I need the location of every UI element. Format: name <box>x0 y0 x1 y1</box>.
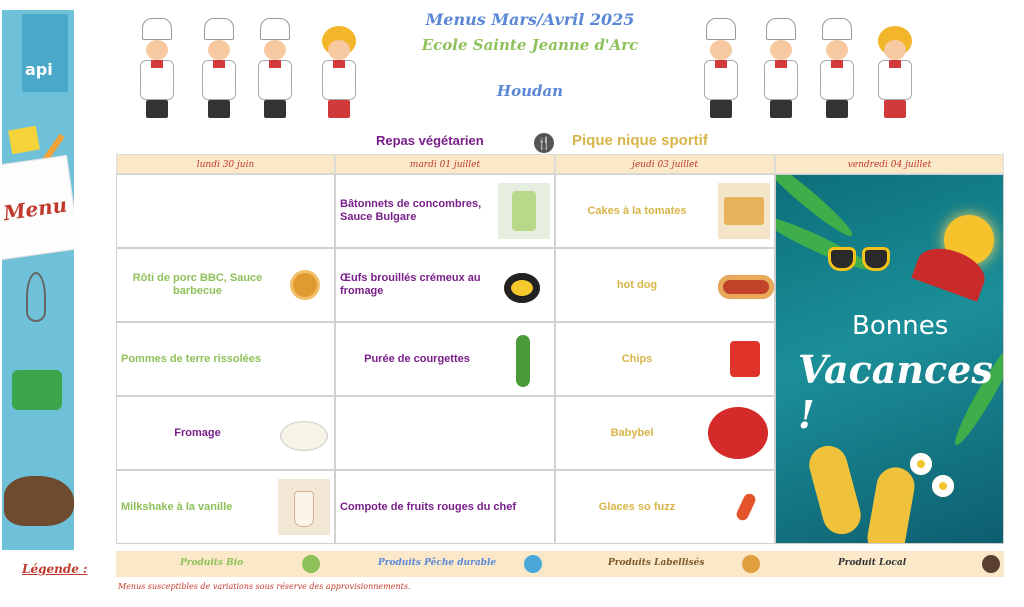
camembert-icon <box>278 405 330 461</box>
dish-text: hot dog <box>616 278 658 291</box>
dish-text: Pommes de terre rissolées <box>121 352 262 365</box>
menu-cell-monday-2 <box>116 248 335 322</box>
chef-icon <box>196 18 242 122</box>
zucchini-icon <box>498 331 550 387</box>
legend-bio-text: Produits Bio <box>180 558 244 568</box>
milkshake-icon <box>278 479 330 535</box>
menu-cell-monday-5 <box>116 470 335 544</box>
menu-cell-thursday-3 <box>555 322 775 396</box>
menu-paper <box>2 155 74 260</box>
flip-flop-icon <box>864 464 917 544</box>
legend-bar <box>116 551 1004 577</box>
whisk-icon <box>26 272 46 322</box>
menu-cell-tuesday-2 <box>335 248 555 322</box>
hot-dog-icon <box>718 257 770 313</box>
chef-icon <box>758 18 804 122</box>
sunglasses-icon <box>828 237 894 283</box>
label-icon <box>742 555 760 573</box>
school-name: Ecole Sainte Jeanne d'Arc <box>421 36 639 54</box>
chef-icon <box>252 18 298 122</box>
flower-icon <box>910 453 932 475</box>
bonnes-text: Bonnes <box>852 311 949 341</box>
ice-pop-icon <box>718 479 770 535</box>
api-logo-text: api <box>25 60 53 79</box>
chef-girl-icon <box>872 18 918 122</box>
menu-cell-thursday-5 <box>555 470 775 544</box>
picnic-label: Pique nique sportif <box>572 132 708 149</box>
dish-text: Compote de fruits rouges du chef <box>340 500 517 513</box>
dish-text: Milkshake à la vanille <box>121 500 233 513</box>
label-rouge-icon <box>278 257 330 313</box>
cucumber-sticks-icon <box>498 183 550 239</box>
sticky-note-icon <box>8 126 40 154</box>
menu-cell-monday-3 <box>116 322 335 396</box>
chefs-illustration-right <box>662 8 922 126</box>
day-header-tuesday: mardi 01 juillet <box>335 154 555 174</box>
footer-note: Menus susceptibles de variations sous réserve des approvisionnements. <box>118 582 411 591</box>
menu-cell-tuesday-1 <box>335 174 555 248</box>
dish-text: Chips <box>621 352 653 365</box>
legend-fish-text: Produits Pêche durable <box>378 558 497 568</box>
chef-icon <box>134 18 180 122</box>
menu-grid <box>116 154 1004 544</box>
menu-title: Menus Mars/Avril 2025 <box>425 10 635 29</box>
api-logo <box>22 14 68 92</box>
dish-text: Babybel <box>610 426 654 439</box>
vacances-text: Vacances ! <box>798 347 993 437</box>
vegetarian-meal-label: Repas végétarien <box>376 133 484 148</box>
flip-flop-icon <box>805 442 865 539</box>
menu-script-text: Menu <box>2 192 69 226</box>
chef-icon <box>814 18 860 122</box>
dish-text: Purée de courgettes <box>364 352 470 365</box>
flower-icon <box>932 475 954 497</box>
chef-icon <box>698 18 744 122</box>
vacances-panel <box>775 174 1004 544</box>
menu-cell-tuesday-3 <box>335 322 555 396</box>
menu-cell-thursday-2 <box>555 248 775 322</box>
left-decorative-strip <box>2 10 74 550</box>
dish-text: Cakes à la tomates <box>587 204 687 217</box>
local-icon <box>982 555 1000 573</box>
bio-icon <box>302 555 320 573</box>
frying-pan-icon <box>498 257 550 313</box>
dish-text: Fromage <box>174 426 221 439</box>
menu-cell-tuesday-4 <box>335 396 555 470</box>
chips-bag-icon <box>718 331 770 387</box>
town-name: Houdan <box>496 82 564 100</box>
menu-cell-thursday-4 <box>555 396 775 470</box>
legend-title: Légende : <box>22 562 88 576</box>
menu-cell-tuesday-5 <box>335 470 555 544</box>
dish-text: Rôti de porc BBC, Sauce barbecue <box>132 272 263 297</box>
legend-local-text: Produit Local <box>838 558 907 568</box>
chefs-illustration-left <box>124 8 384 126</box>
menu-cell-thursday-1 <box>555 174 775 248</box>
day-header-thursday: jeudi 03 juillet <box>555 154 775 174</box>
day-header-friday: vendredi 04 juillet <box>775 154 1004 174</box>
menu-cell-monday-4 <box>116 396 335 470</box>
leaf-plate-icon: 🍴 <box>534 133 554 153</box>
grater-icon <box>12 370 62 410</box>
cake-icon <box>718 183 770 239</box>
fish-icon <box>524 555 542 573</box>
dish-text: Œufs brouillés crémeux au fromage <box>340 272 481 297</box>
chef-girl-icon <box>316 18 362 122</box>
menu-cell-monday-1 <box>116 174 335 248</box>
legend-label-text: Produits Labellisés <box>608 558 705 568</box>
babybel-icon <box>708 405 770 461</box>
day-header-monday: lundi 30 juin <box>116 154 335 174</box>
dish-text: Glaces so fuzz <box>598 500 676 513</box>
paint-palette-icon <box>4 476 74 526</box>
dish-text: Bâtonnets de concombres, Sauce Bulgare <box>340 198 482 223</box>
